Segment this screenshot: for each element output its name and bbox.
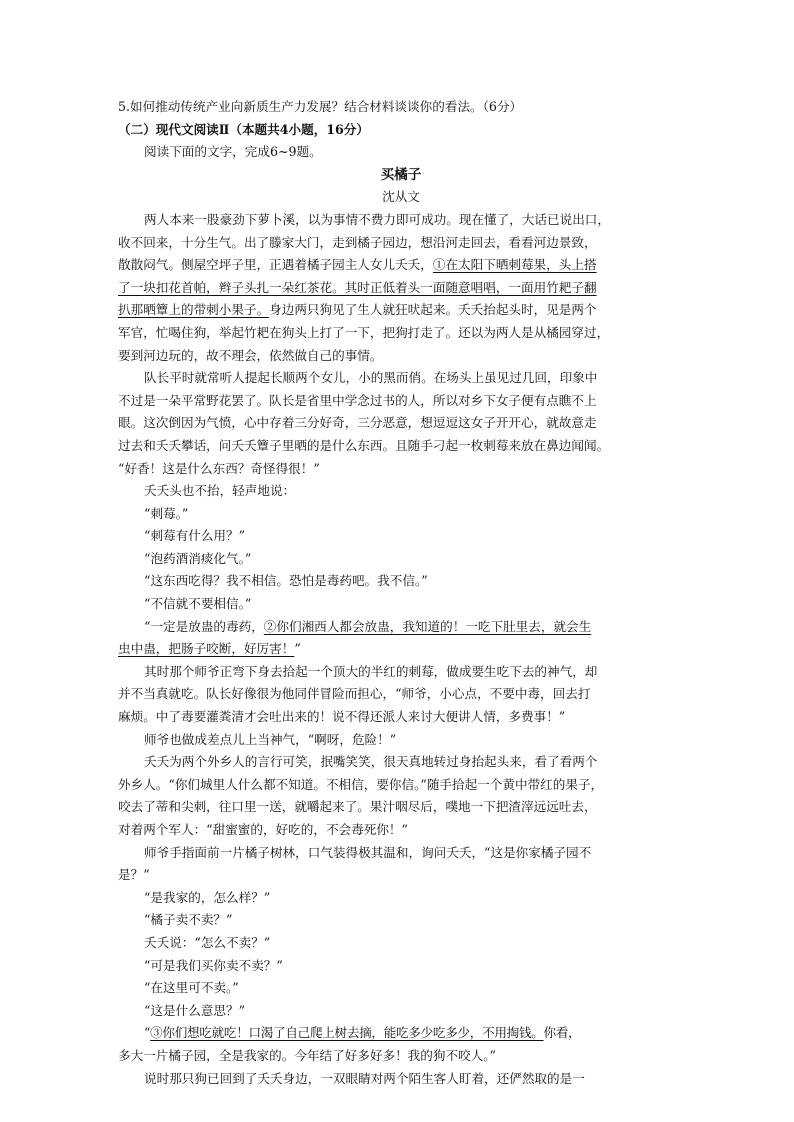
paragraph-line: “好香！这是什么东西？奇怪得很！” [118, 460, 320, 476]
paragraph-line [118, 277, 684, 300]
paragraph-2 [118, 367, 684, 480]
paragraph-4 [118, 751, 684, 841]
paragraph-line: 麻烦。中了毒要灌粪清才会吐出来的！说不得还派人来讨大便讲人情，多费事！” [118, 709, 566, 725]
underlined-sentence-3: ③你们想吃就吃！口渴了自己爬上树去摘，能吃多少吃多少，不用掏钱。 [150, 1025, 544, 1041]
paragraph-7: 说时那只狗已回到了夭夭身边，一双眼睛对两个陌生客人盯着，还俨然取的是一 [144, 1070, 585, 1086]
paragraph-line: 师爷手指面前一片橘子树林，口气装得极其温和，询问夭夭，“这是你家橘子园不 [144, 844, 592, 860]
paragraph-line: 是？” [118, 867, 150, 883]
dialogue-line: “可是我们买你卖不卖？” [144, 957, 283, 973]
underlined-sentence-2: ②你们湘西人都会放蛊，我知道的！一吃下肚里去，就会生 [263, 618, 592, 634]
paragraph-3 [118, 661, 684, 729]
paragraph-text: “ [144, 1025, 151, 1041]
dialogue-line: “这是什么意思？” [144, 1002, 246, 1018]
paragraph-line [118, 254, 684, 277]
paragraph-line: 咬去了蒂和尖刺，往口里一送，就嚼起来了。果汁咽尽后，噗地一下把渣滓远远吐去， [118, 799, 597, 815]
underlined-sentence-1-end: 扒那晒簟上的带刺小果子。 [118, 302, 270, 318]
paragraph-5 [118, 842, 684, 887]
paragraph-line: 要到河边玩的，故不理会，依然做自己的事情。 [118, 347, 383, 363]
paragraph-line: 军官，忙喝住狗，举起竹耙在狗头上打了一下，把狗打走了。还以为两人是从橘园穿过， [118, 324, 610, 340]
paragraph-1 [118, 209, 684, 367]
paragraph-line: 夭夭为两个外乡人的言行可笑，抿嘴笑笑，很天真地转过身抬起头来，看了看两个 [144, 754, 598, 770]
dialogue-line: “刺莓有什么用？” [144, 528, 246, 544]
paragraph-line [118, 616, 684, 639]
dialogue-line: “泡药酒消痰化气。” [144, 550, 252, 566]
paragraph-line: 队长平时就常听人提起长顺两个女儿，小的黑而俏。在场头上虽见过几回，印象中 [144, 370, 598, 386]
paragraph-line: 其时那个师爷正弯下身去拾起一个顶大的半红的刺莓，做成要生吃下去的神气，却 [144, 663, 598, 679]
dialogue-line: “是我家的，怎么样？” [144, 889, 271, 905]
dialogue-line: “不信就不要相信。” [144, 596, 252, 612]
paragraph-line [118, 1022, 684, 1045]
dialogue-line: 师爷也做成差点儿上当神气，“啊呀，危险！” [144, 731, 397, 747]
dialogue-line: “这东西吃得？我不相信。恐怕是毒药吧。我不信。” [144, 573, 428, 589]
exam-page [118, 96, 684, 1090]
paragraph-text: 身边两只狗见了生人就狂吠起来。夭夭抬起头时，见是两个 [269, 302, 597, 318]
paragraph-line [118, 638, 684, 661]
underlined-sentence-1: ①在太阳下晒刺莓果，头上搭 [432, 257, 597, 273]
dialogue-line: “刺莓。” [144, 505, 189, 521]
dialogue-line: 夭夭说：“怎么不卖？” [144, 934, 271, 950]
paragraph-line: 外乡人。“你们城里人什么都不知道。不相信，要你信。”随手拾起一个黄中带红的果子， [118, 776, 604, 792]
paragraph-line: 多大一片橘子园，全是我家的。今年结了好多好多！我的狗不咬人。” [118, 1047, 496, 1063]
underlined-sentence-2-cont: 虫中蛊，把肠子咬断，好厉害！ [118, 641, 295, 657]
paragraph-text: 散散闷气。侧屋空坪子里，正遇着橘子园主人女儿夭夭， [118, 257, 433, 273]
paragraph-line: 眼。这次倒因为气愤，心中存着三分好奇，三分恶意，想逗逗这女子开开心，就故意走 [118, 415, 597, 431]
paragraph-line: 两人本来一股豪劲下萝卜溪，以为事情不费力即可成功。现在懂了，大话已说出口， [144, 211, 610, 227]
paragraph-line: 收不回来，十分生气。出了滕家大门，走到橘子园边，想沿河走回去，看看河边景致， [118, 234, 597, 250]
paragraph-gu [118, 616, 684, 661]
dialogue-line: 夭夭头也不抬，轻声地说： [144, 483, 296, 499]
paragraph-text: 你看， [543, 1025, 581, 1041]
question-5: 5.如何推动传统产业向新质生产力发展？结合材料谈谈你的看法。（6分） [118, 99, 523, 114]
paragraph-line: 过去和夭夭攀话，问夭夭簟子里晒的是什么东西。且随手刁起一枚刺莓来放在鼻边闻闻。 [118, 437, 610, 453]
underlined-sentence-1-cont: 了一块扣花首帕，辫子头扎一朵红茶花。其时正低着头一面随意唱唱，一面用竹耙子翻 [118, 279, 597, 295]
dialogue-line: “橘子卖不卖？” [144, 912, 233, 928]
reading-instruction: 阅读下面的文字，完成6~9题。 [144, 144, 322, 160]
paragraph-line: 对着两个军人：“甜蜜蜜的，好吃的，不会毒死你！” [118, 822, 408, 837]
paragraph-text: ” [294, 641, 301, 657]
section-title: （二）现代文阅读Ⅱ（本题共4小题，16分） [118, 121, 369, 137]
paragraph-line [118, 299, 684, 322]
article-title: 买橘子 [380, 166, 422, 183]
paragraph-text: “一定是放蛊的毒药， [144, 618, 264, 634]
paragraph-line: 不过是一朵平常野花罢了。队长是省里中学念过书的人，所以对乡下女子便有点瞧不上 [118, 392, 597, 408]
article-author: 沈从文 [382, 189, 420, 205]
paragraph-line: 并不当真就吃。队长好像很为他同伴冒险而担心，“师爷，小心点，不要中毒，回去打 [118, 686, 591, 702]
dialogue-line: “在这里可不卖。” [144, 980, 239, 996]
paragraph-6 [118, 1022, 684, 1067]
